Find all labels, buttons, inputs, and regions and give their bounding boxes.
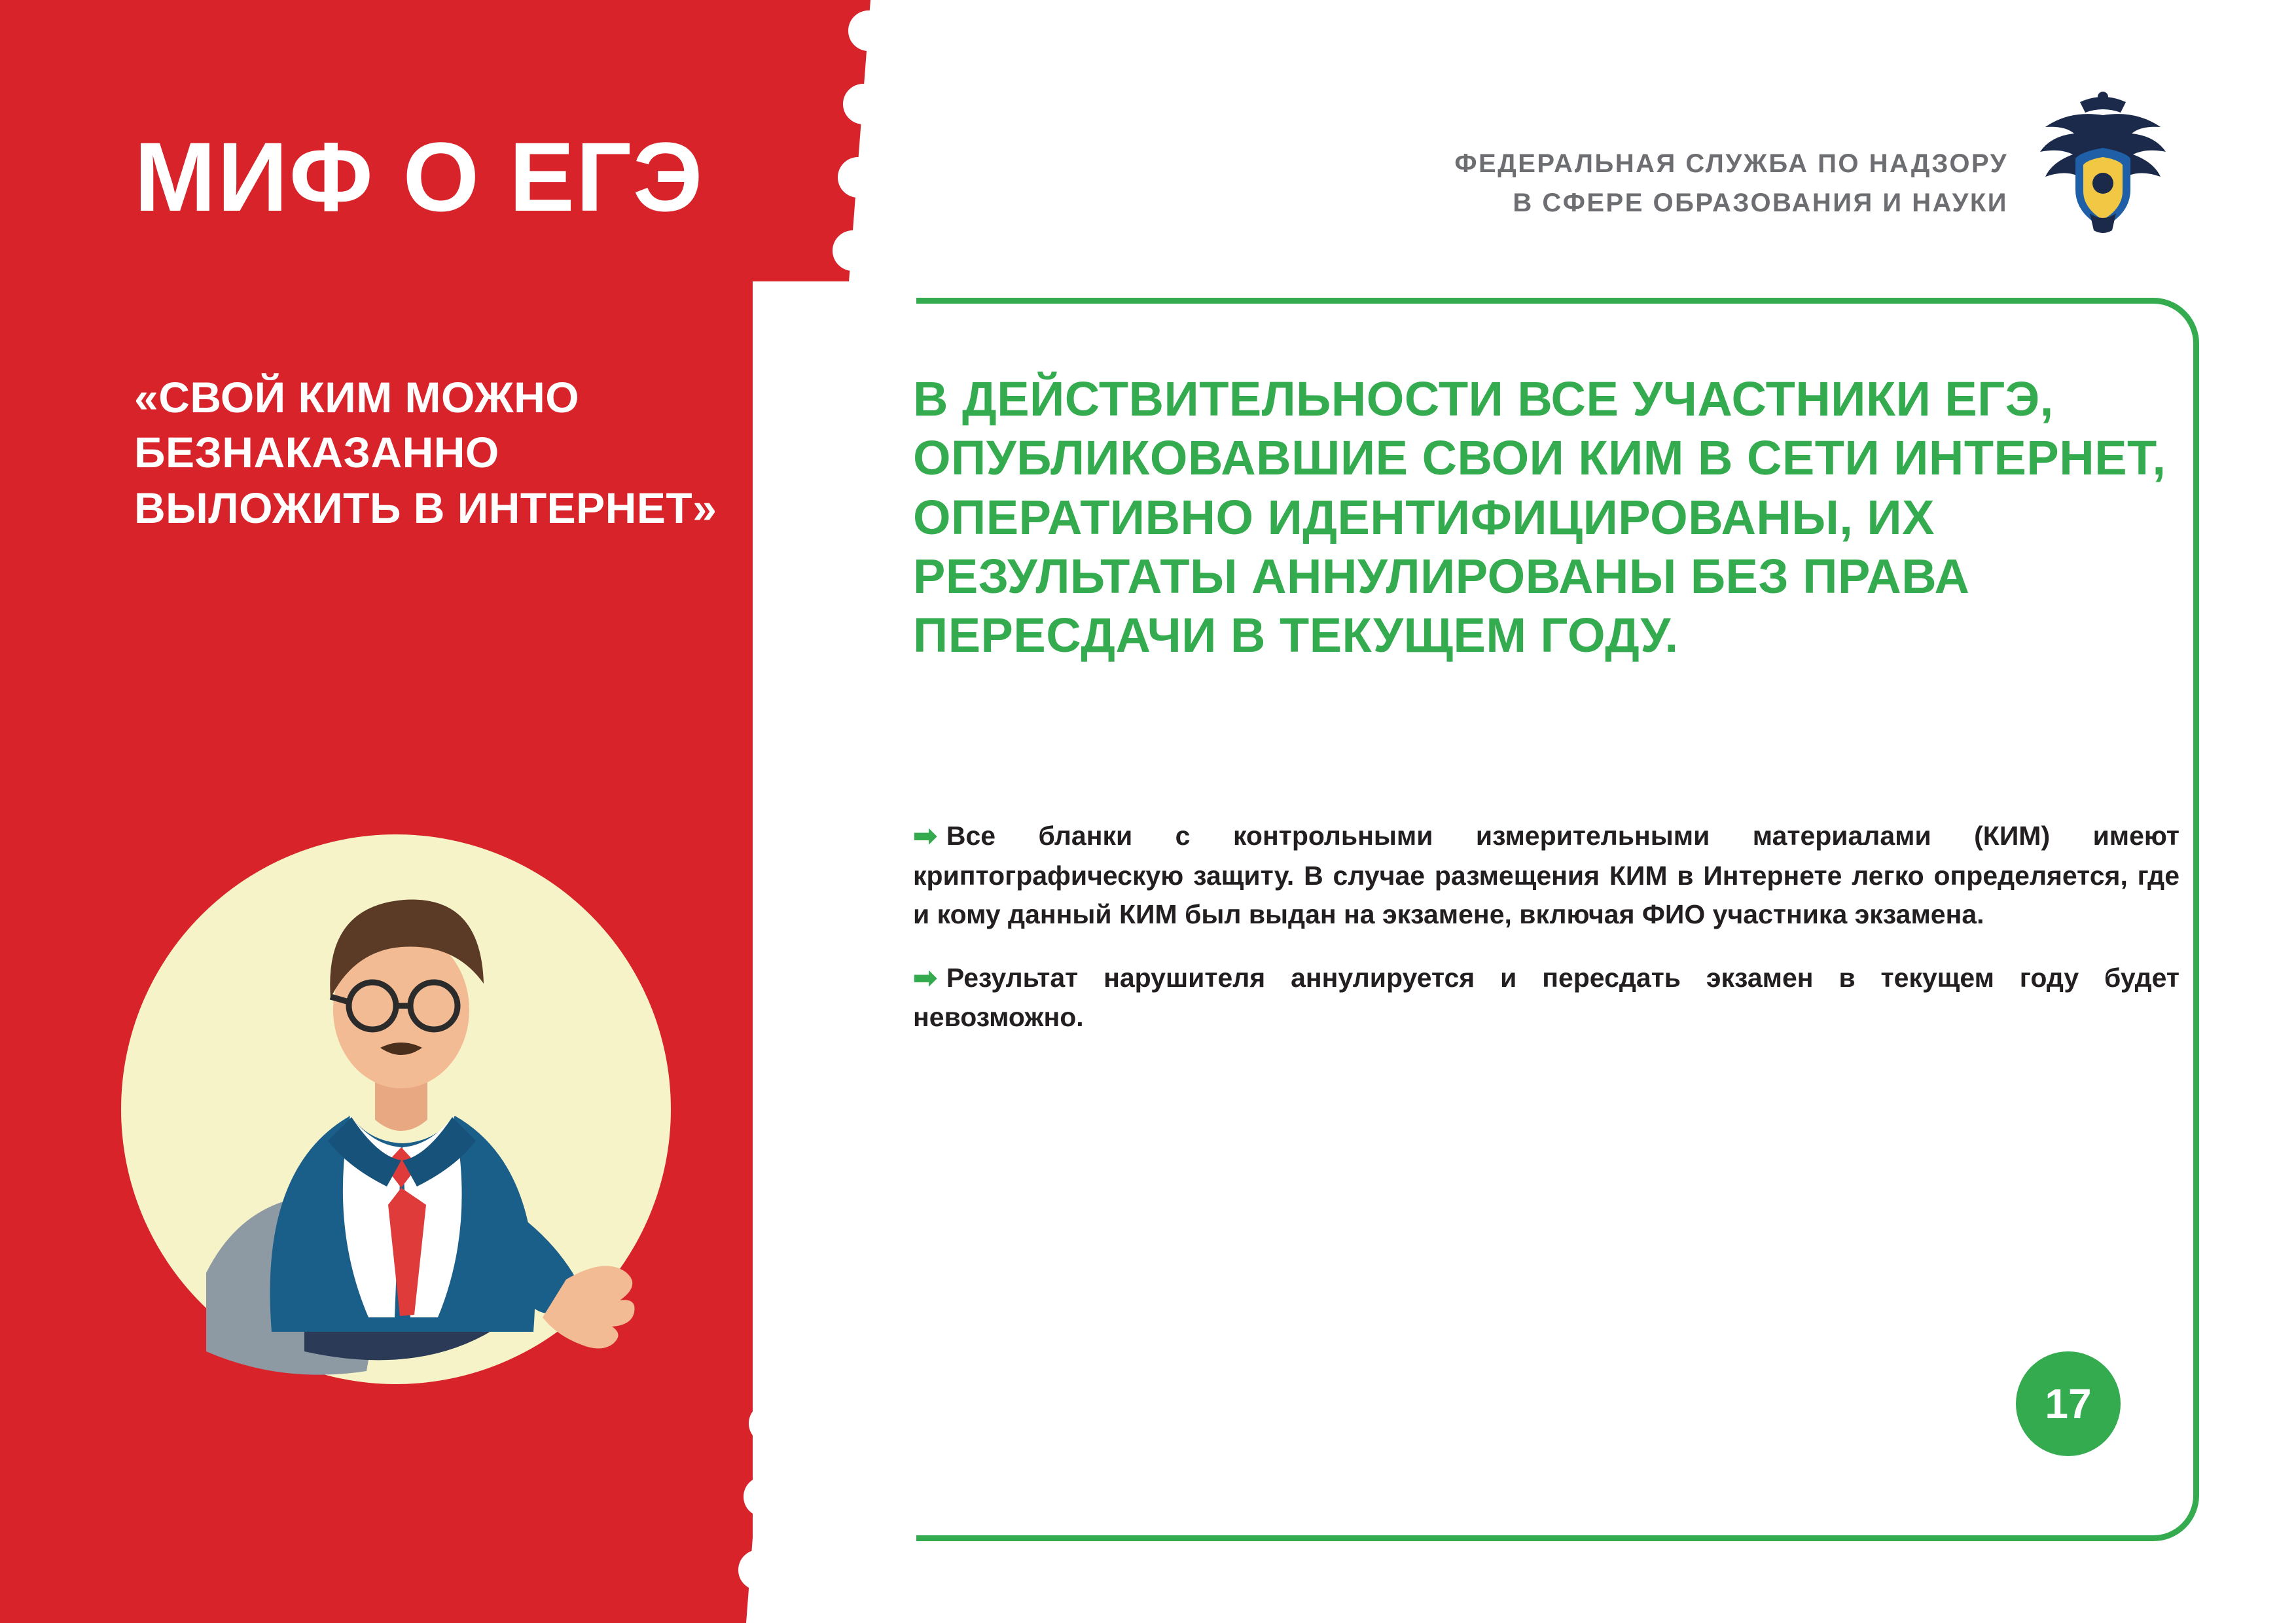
organization-name-line1: ФЕДЕРАЛЬНАЯ СЛУЖБА ПО НАДЗОРУ — [1454, 149, 2008, 178]
organization-name-line2: В СФЕРЕ ОБРАЗОВАНИЯ И НАУКИ — [1513, 188, 2008, 217]
list-item-text: Все бланки с контрольными измерительными материалами (КИМ) имеют криптографическую защиту. В случае размещения КИМ в Интернете легко определяется, где и кому данный КИМ был выдан на экзамене, включая ФИО участника экзамена. — [913, 821, 2179, 930]
page-number-badge: 17 — [2016, 1351, 2121, 1456]
answer-body — [913, 815, 2179, 1037]
arrow-right-icon: ➡ — [913, 820, 937, 852]
answer-headline: В ДЕЙСТВИТЕЛЬНОСТИ ВСЕ УЧАСТНИКИ ЕГЭ, ОПУБЛИКОВАВШИЕ СВОИ КИМ В СЕТИ ИНТЕРНЕТ, ОПЕРАТИВНО ИДЕНТИФИЦИРОВАНЫ, ИХ РЕЗУЛЬТАТЫ АННУЛИРОВАНЫ БЕЗ ПРАВА ПЕРЕСДАЧИ В ТЕКУЩЕМ ГОДУ. — [913, 372, 2166, 663]
card-left-mask — [753, 281, 916, 1564]
organization-name — [1454, 144, 2008, 223]
list-item-text: Результат нарушителя аннулируется и пересдать экзамен в текущем году будет невозможно. — [913, 962, 2179, 1033]
list-item — [913, 957, 2179, 1037]
myth-quote: «СВОЙ КИМ МОЖНО БЕЗНАКАЗАННО ВЫЛОЖИТЬ В ИНТЕРНЕТ» — [134, 373, 717, 532]
man-in-suit-illustration — [108, 821, 684, 1397]
page-title: МИФ О ЕГЭ — [134, 122, 704, 232]
list-item — [913, 815, 2179, 935]
rosobrnadzor-eagle-emblem-icon — [2028, 85, 2178, 236]
arrow-right-icon: ➡ — [913, 961, 937, 994]
